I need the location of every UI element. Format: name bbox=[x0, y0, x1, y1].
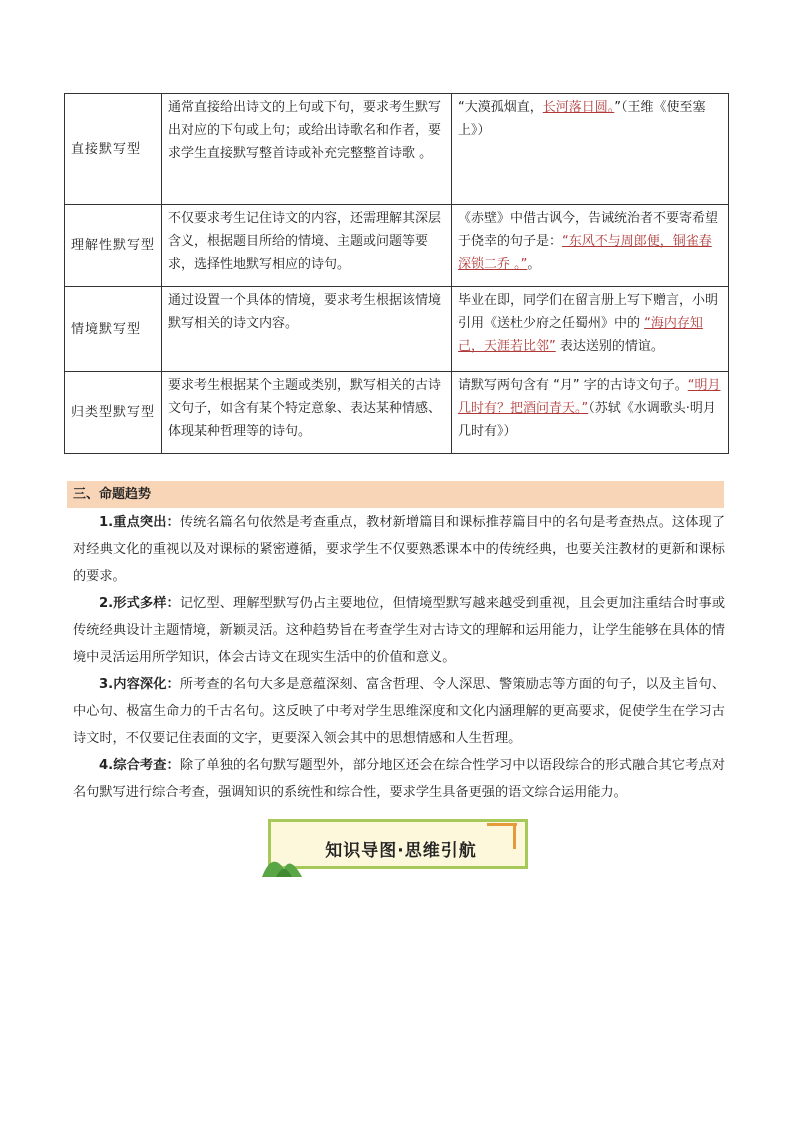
banner-frame bbox=[268, 819, 528, 869]
requirement-cell: 通常直接给出诗文的上句或下句，要求考生默写出对应的下句或上句；或给出诗歌名和作者，要求学生直接默写整首诗或补充完整整首诗歌 。 bbox=[162, 94, 452, 205]
requirement-cell: 要求考生根据某个主题或类别，默写相关的古诗文句子，如含有某个特定意象、表达某种情感、体现某种哲理等的诗句。 bbox=[162, 372, 452, 454]
type-cell: 情境默写型 bbox=[65, 287, 162, 372]
example-cell bbox=[452, 205, 729, 287]
trend-paragraph bbox=[73, 509, 725, 590]
example-answer: 长河落日圆。 bbox=[542, 100, 615, 115]
trend-label: 4.综合考查： bbox=[99, 758, 180, 773]
trend-text: 除了单独的名句默写题型外，部分地区还会在综合性学习中以语段综合的形式融合其它考点对名句默写进行综合考查，强调知识的系统性和综合性，要求学生具备更强的语文综合运用能力。 bbox=[73, 758, 726, 800]
banner-title: 知识导图·思维引航 bbox=[325, 841, 477, 861]
table-row bbox=[65, 372, 729, 454]
table-row bbox=[65, 94, 729, 205]
knowledge-map-banner bbox=[262, 817, 530, 877]
banner-accent-line bbox=[513, 823, 516, 849]
example-answer: “明月几时有？把酒问青天。” bbox=[458, 378, 721, 416]
trend-text: 所考查的名句大多是意蕴深刻、富含哲理、令人深思、警策励志等方面的句子，以及主旨句、中心句、极富生命力的千古名句。这反映了中考对学生思维深度和文化内涵理解的更高要求，促使学生在学习古诗文时，不仅要记住表面的文字，更要深入领会其中的思想情感和人生哲理。 bbox=[73, 677, 726, 746]
example-answer: “海内存知己，天涯若比邻” bbox=[458, 316, 703, 354]
example-text: ”（王维《使至塞上》） bbox=[458, 100, 706, 138]
trend-paragraph bbox=[73, 671, 725, 752]
section-heading: 三、命题趋势 bbox=[67, 481, 724, 508]
hill-icon bbox=[262, 847, 306, 877]
example-cell bbox=[452, 287, 729, 372]
type-cell: 归类型默写型 bbox=[65, 372, 162, 454]
requirement-cell: 不仅要求考生记住诗文的内容，还需理解其深层含义，根据题目所给的情境、主题或问题等要求，选择性地默写相应的诗句。 bbox=[162, 205, 452, 287]
example-cell bbox=[452, 94, 729, 205]
trend-paragraph bbox=[73, 752, 725, 806]
example-text: 请默写两句含有 “月” 字的古诗文句子。 bbox=[458, 378, 688, 393]
trend-text: 记忆型、理解型默写仍占主要地位，但情境型默写越来越受到重视，且会更加注重结合时事或传统经典设计主题情境，新颖灵活。这种趋势旨在考查学生对古诗文的理解和运用能力，让学生能够在具体的情境中灵活运用所学知识，体会古诗文在现实生活中的价值和意义。 bbox=[73, 596, 726, 665]
example-cell bbox=[452, 372, 729, 454]
table-row bbox=[65, 205, 729, 287]
example-text: “大漠孤烟直， bbox=[458, 100, 543, 115]
trend-label: 2.形式多样： bbox=[99, 596, 180, 611]
example-answer: “东风不与周郎便，铜雀春深锁二乔 。” bbox=[458, 234, 712, 272]
example-text: 表达送别的情谊。 bbox=[555, 339, 664, 354]
example-text: 毕业在即，同学们在留言册上写下赠言，小明引用《送杜少府之任蜀州》中的 bbox=[458, 293, 719, 331]
trend-label: 3.内容深化： bbox=[99, 677, 180, 692]
type-cell: 理解性默写型 bbox=[65, 205, 162, 287]
trend-paragraph bbox=[73, 590, 725, 671]
table-row bbox=[65, 287, 729, 372]
trend-label: 1.重点突出： bbox=[99, 515, 180, 530]
type-cell: 直接默写型 bbox=[65, 94, 162, 205]
example-text: （苏轼《水调歌头·明月几时有》） bbox=[458, 401, 716, 439]
example-text: 。 bbox=[527, 257, 541, 272]
memorization-types-table bbox=[64, 93, 729, 454]
example-text: 《赤壁》中借古讽今，告诫统治者不要寄希望于侥幸的句子是： bbox=[458, 211, 719, 249]
trend-text: 传统名篇名句依然是考查重点，教材新增篇目和课标推荐篇目中的名句是考查热点。这体现了对经典文化的重视以及对课标的紧密遵循，要求学生不仅要熟悉课本中的传统经典，也要关注教材的更新和课标的要求。 bbox=[73, 515, 726, 584]
requirement-cell: 通过设置一个具体的情境，要求考生根据该情境默写相关的诗文内容。 bbox=[162, 287, 452, 372]
